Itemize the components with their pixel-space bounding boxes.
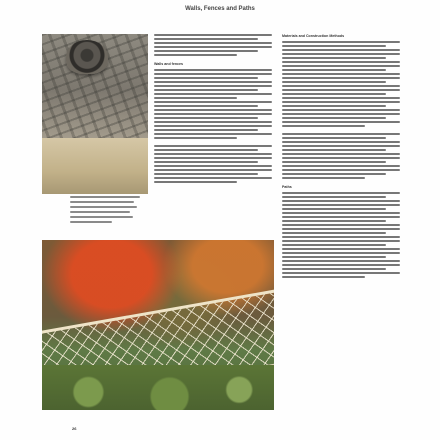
text-block [154,62,272,139]
roof-end-tile-ornament [66,40,108,74]
plaster-wall [42,138,148,194]
text-block [282,34,400,127]
fence-garden-photo [42,240,274,410]
photo-caption [70,196,140,226]
section-heading: Paths [282,185,292,189]
page-footer [72,426,82,431]
running-head: Walls, Fences and Paths [185,6,255,12]
text-block [154,145,272,183]
text-column-2 [282,34,400,284]
section-heading: Materials and Construction Methods [282,34,345,38]
text-block [282,133,400,179]
text-column-1 [154,34,272,189]
text-block [282,185,400,278]
roof-tile-photo [42,34,148,194]
page-number: 26 [72,426,77,431]
moss-ground [42,365,274,410]
text-block [154,34,272,56]
section-heading: Walls and fences [154,62,184,66]
